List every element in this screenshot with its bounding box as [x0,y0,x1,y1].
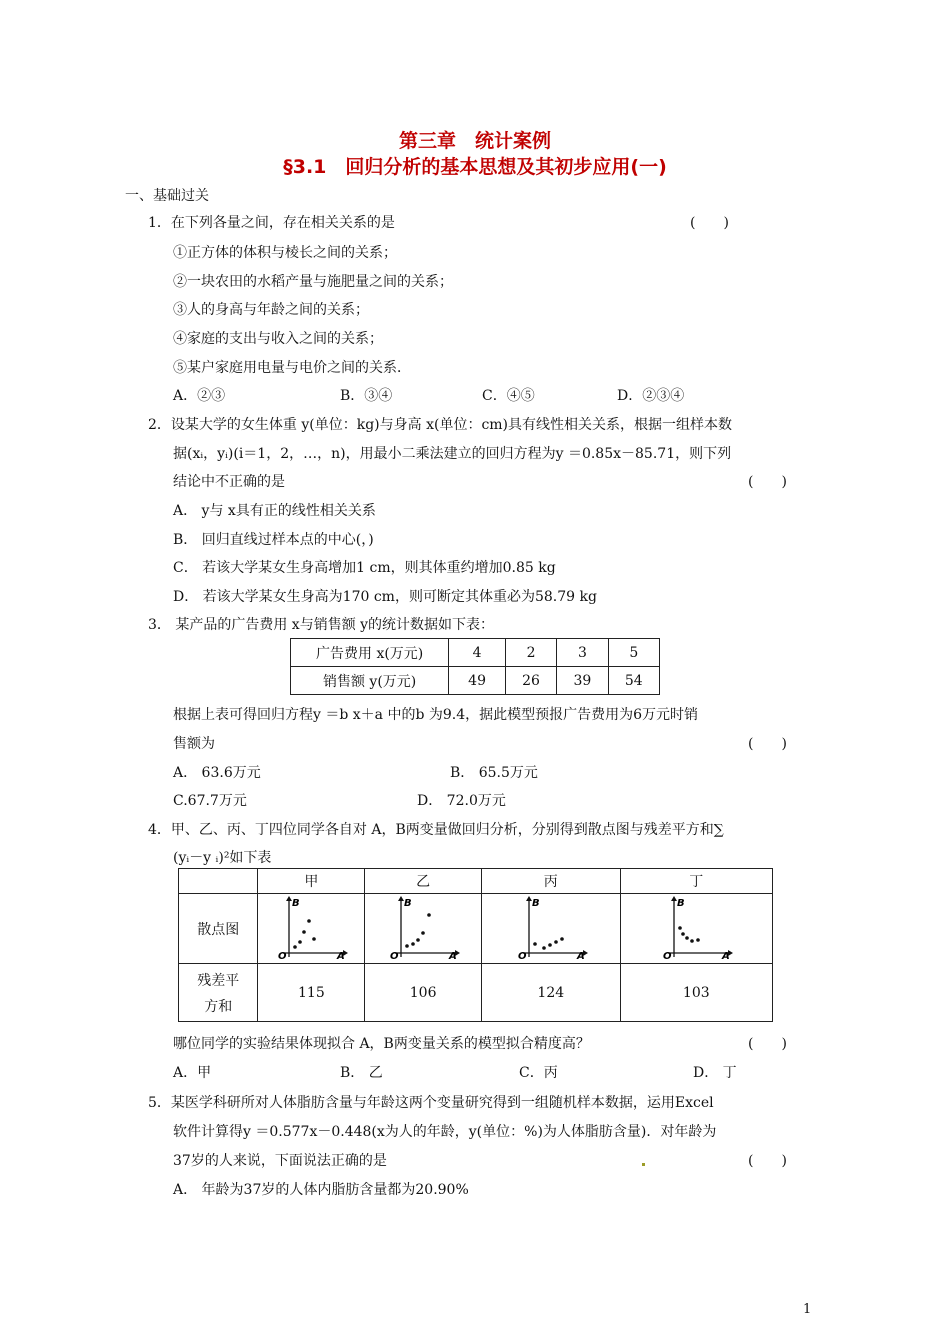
q4-results-table [178,868,773,1022]
table-cell: 26 [505,667,556,695]
q2-option-d: D． 若该大学某女生身高为170 cm，则可断定其体重必为58.79 kg [173,589,597,605]
column-header: 丙 [482,869,621,894]
scatter-point [299,940,303,944]
table-cell: 115 [258,964,365,1022]
q2-answer-blank: ( ) [748,474,787,490]
scatter-point [685,936,689,940]
column-header: 甲 [258,869,365,894]
axis-label-b: B [677,897,685,909]
q5-line: 37岁的人来说，下面说法正确的是 [173,1153,387,1169]
row-label-line: 残差平 [197,972,240,989]
row-label-line: 方和 [204,998,233,1015]
table-cell: 5 [608,639,659,667]
table-cell: 49 [449,667,506,695]
q5-line: 软件计算得y ＝0.577x－0.448(x为人的年龄，y(单位：%)为人体脂肪含量)．对年龄为 [173,1124,717,1140]
scatter-point [678,926,682,930]
scatter-point [542,946,546,950]
table-cell: 103 [620,964,772,1022]
scatter-cell [365,894,482,964]
row-label [179,964,258,1022]
q1-option-a: A．②③ [173,388,226,404]
row-label: 散点图 [179,894,258,964]
q2-line: 结论中不正确的是 [173,474,285,490]
origin-label: O [390,950,399,959]
page-number: 1 [803,1302,812,1317]
table-row-label: 广告费用 x(万元) [291,639,449,667]
table-cell: 106 [365,964,482,1022]
q4-option-b: B． 乙 [340,1065,383,1081]
q1-stem: 1．在下列各量之间，存在相关关系的是 [148,215,395,231]
axis-label-b: B [292,897,300,909]
table-row-label: 销售额 y(万元) [291,667,449,695]
table-cell: 2 [505,639,556,667]
axis-label-b: B [531,897,540,909]
q1-option-c: C．④⑤ [482,388,535,404]
q3-data-table [290,638,660,695]
scatter-point [405,944,409,948]
axis-label-a: A [449,950,457,959]
column-header: 丁 [620,869,772,894]
q4-line: 4．甲、乙、丙、丁四位同学各自对 A，B两变量做回归分析，分别得到散点图与残差平方和∑ [148,822,724,838]
q5-option-a: A． 年龄为37岁的人体内脂肪含量都为20.90% [173,1182,469,1198]
q3-answer-blank: ( ) [748,736,787,752]
origin-label: O [663,950,672,959]
scatter-point [421,931,425,935]
q1-item: ①正方体的体积与棱长之间的关系； [173,245,397,261]
q4-question: 哪位同学的实验结果体现拟合 A，B两变量关系的模型拟合精度高？ [173,1036,590,1052]
q1-item: ②一块农田的水稻产量与施肥量之间的关系； [173,274,453,290]
scatter-point [690,939,694,943]
axis-label-a: A [576,950,585,959]
q3-line: 售额为 [173,736,215,752]
scatter-point [560,937,564,941]
axis-label-a: A [722,950,731,959]
q5-line: 5．某医学科研所对人体脂肪含量与年龄这两个变量研究得到一组随机样本数据，运用Excel [148,1095,714,1111]
table-cell: 54 [608,667,659,695]
q1-item: ⑤某户家庭用电量与电价之间的关系． [173,360,411,376]
chapter-title: 第三章 统计案例 [398,130,551,152]
part-heading: 一、基础过关 [125,188,209,204]
scatter-point [294,945,298,949]
scatter-cell [258,894,365,964]
scatter-point [554,940,558,944]
q1-item: ③人的身高与年龄之间的关系； [173,302,369,318]
scatter-plot-jia [271,895,351,959]
q1-item: ④家庭的支出与收入之间的关系； [173,331,383,347]
q4-option-c: C．丙 [519,1065,558,1081]
q5-answer-blank: ( ) [748,1153,787,1169]
table-cell: 39 [557,667,608,695]
stray-mark [642,1163,645,1166]
q4-answer-blank: ( ) [748,1036,787,1052]
scatter-plot-yi [383,895,463,959]
scatter-point [303,930,307,934]
q2-option-a: A． y与 x具有正的线性相关关系 [173,503,376,519]
scatter-plot-bing [511,895,591,959]
q4-line: (yᵢ－y ᵢ)²如下表 [173,850,272,866]
q3-line: 根据上表可得回归方程y ＝b x＋a 中的b 为9.4，据此模型预报广告费用为6万元时销 [173,707,699,723]
scatter-point [696,938,700,942]
q3-option-c: C.67.7万元 [173,793,247,809]
axis-label-a: A [337,950,346,959]
q3-option-b: B． 65.5万元 [450,765,538,781]
section-title: §3.1 回归分析的基本思想及其初步应用(一) [283,156,667,178]
q3-option-a: A． 63.6万元 [173,765,261,781]
axis-label-b: B [404,897,412,909]
scatter-cell [482,894,621,964]
q1-answer-blank: ( ) [690,215,729,231]
q2-line: 2．设某大学的女生体重 y(单位：kg)与身高 x(单位：cm)具有线性相关关系，根据一组样本数 [148,417,733,433]
column-header: 乙 [365,869,482,894]
origin-label: O [517,950,527,959]
table-cell: 124 [482,964,621,1022]
q3-stem: 3． 某产品的广告费用 x与销售额 y的统计数据如下表： [148,617,495,633]
scatter-plot-ding [656,895,736,959]
scatter-point [308,919,312,923]
q4-option-a: A．甲 [173,1065,212,1081]
q4-option-d: D． 丁 [693,1065,737,1081]
scatter-point [548,943,552,947]
scatter-point [313,937,317,941]
scatter-point [427,913,431,917]
q2-line: 据(xᵢ，yᵢ)(i＝1，2，…，n)，用最小二乘法建立的回归方程为y ＝0.85x－85.71，则下列 [173,446,732,462]
q2-option-c: C． 若该大学某女生身高增加1 cm，则其体重约增加0.85 kg [173,560,556,576]
q1-option-d: D．②③④ [617,388,685,404]
table-corner-cell [179,869,258,894]
scatter-cell [620,894,772,964]
scatter-point [681,932,685,936]
origin-label: O [278,950,287,959]
q1-option-b: B．③④ [340,388,393,404]
q2-option-b: B． 回归直线过样本点的中心(，) [173,532,374,548]
table-cell: 3 [557,639,608,667]
scatter-point [411,942,415,946]
scatter-point [416,938,420,942]
table-cell: 4 [449,639,506,667]
scatter-point [533,942,537,946]
q3-option-d: D． 72.0万元 [417,793,506,809]
